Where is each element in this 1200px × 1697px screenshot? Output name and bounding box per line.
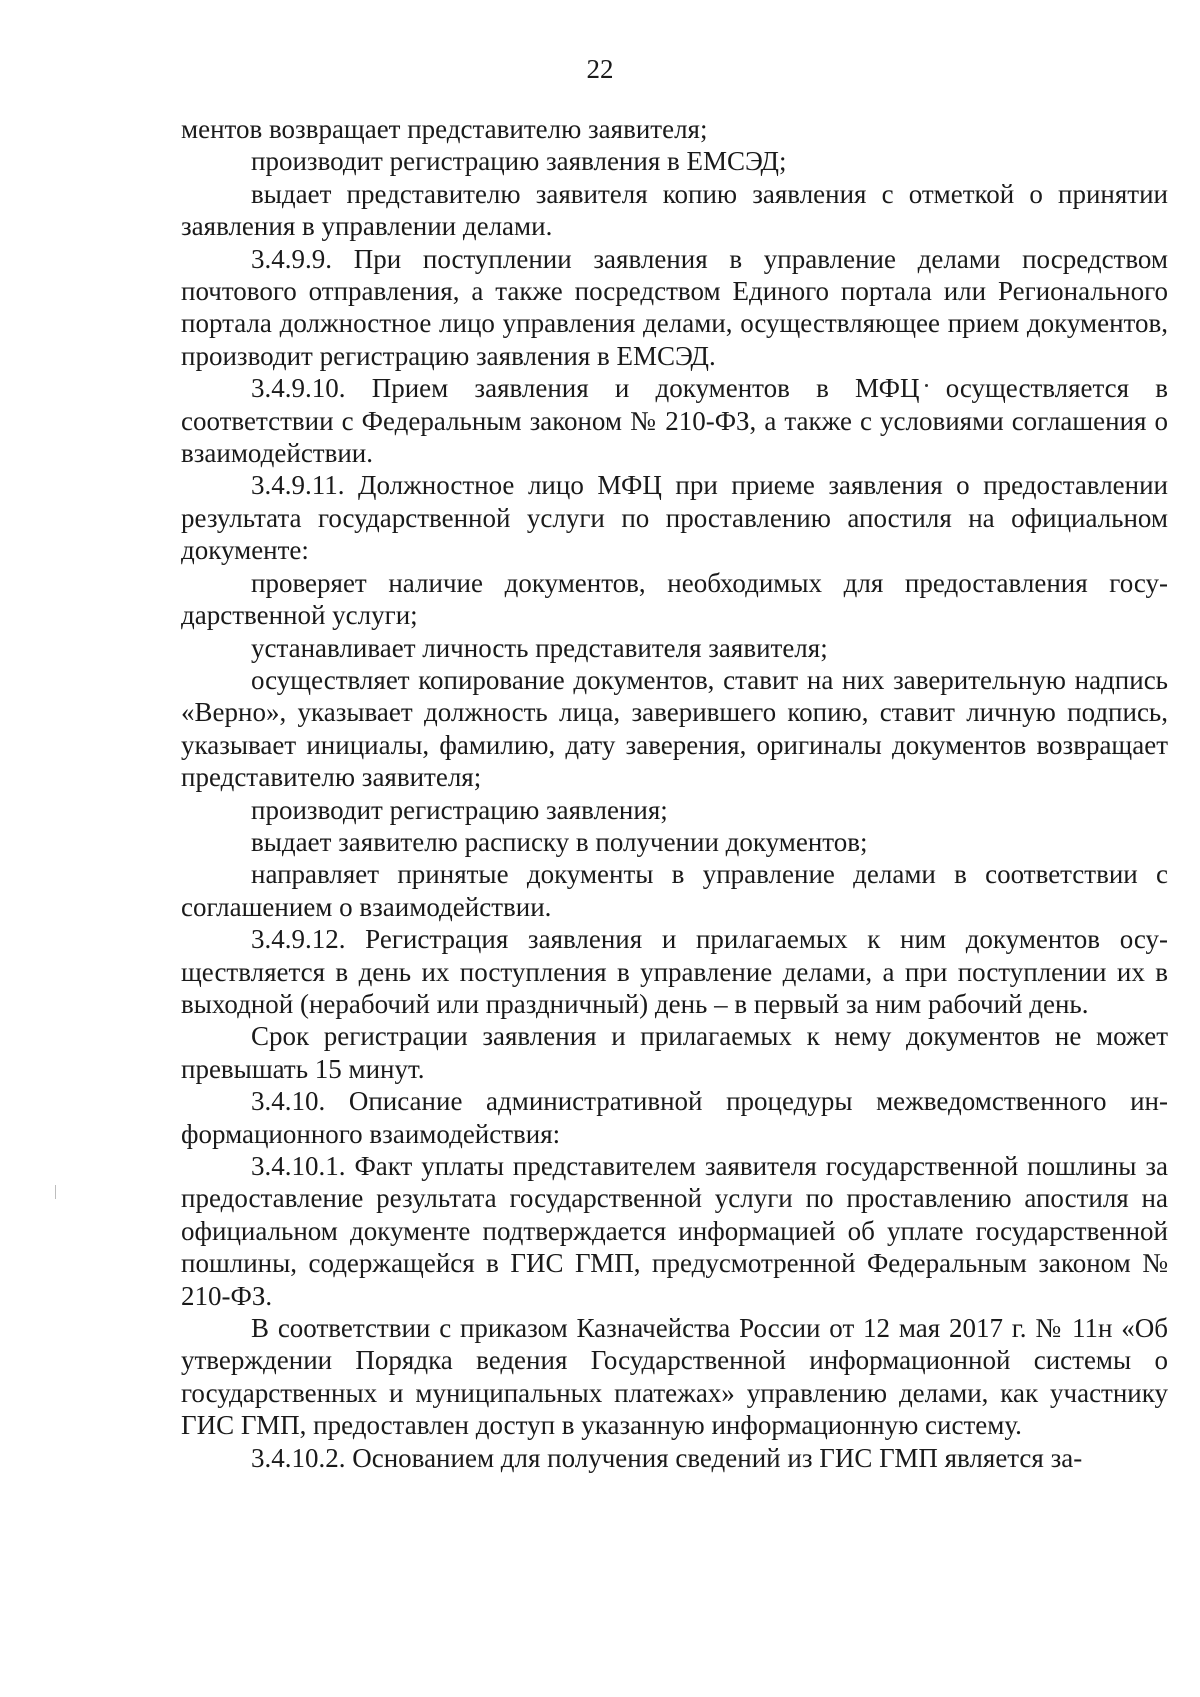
section-3-4-10-2: 3.4.10.2. Основанием для получения сведений из ГИС ГМП является за- <box>251 1442 1083 1473</box>
paragraph: Срок регистрации заявления и прилагаемых к нему документов не может превышать 15 минут. <box>181 1021 1168 1084</box>
section-3-4-9-11: 3.4.9.11. Должностное лицо МФЦ при приеме заявления о предоставлении результата государственной услуги по проставлению апостиля на официальном документе: <box>181 470 1168 566</box>
scan-margin-mark <box>55 1185 56 1199</box>
paragraph: ментов возвращает представителю заявителя; <box>181 114 708 144</box>
section-3-4-9-10: 3.4.9.10. Прием заявления и документов в МФЦ осуществляется в соответствии с Федеральным законом № 210-ФЗ, а также с условиями соглашения о взаимодействии. <box>181 373 1168 469</box>
paragraph: осуществляет копирование документов, ставит на них заверительную надпись «Верно», указывает должность лица, заверившего копию, ставит личную подпись, указывает инициалы, фамилию, дату заверения, оригиналы документов возвращает представителю заявителя; <box>181 664 1168 793</box>
paragraph: выдает заявителю расписку в получении документов; <box>251 826 868 857</box>
section-3-4-10: 3.4.10. Описание административной процедуры межведомственного информационного взаимодействия: <box>181 1086 1168 1149</box>
page-number: 22 <box>586 54 614 84</box>
section-3-4-9-12: 3.4.9.12. Регистрация заявления и прилагаемых к ним документов осуществляется в день их поступления в управление делами, а при поступлении их в выходной (нерабочий или праздничный) день – в первый за ним рабочий день. <box>181 924 1168 1019</box>
paragraph: устанавливает личность представителя заявителя; <box>251 632 828 663</box>
paragraph: производит регистрацию заявления в ЕМСЭД; <box>251 146 787 177</box>
paragraph: выдает представителю заявителя копию заявления с отметкой о принятии заявления в управлении делами. <box>181 178 1168 242</box>
section-3-4-10-1: 3.4.10.1. Факт уплаты представителем заявителя государственной пошлины за предоставление результата государственной услуги по проставлению апостиля на официальном документе подтверждается информацией об уплате государственной пошлины, содержащейся в ГИС ГМП, предусмотренной Федеральным законом № 210-ФЗ. <box>181 1151 1168 1311</box>
document-body <box>181 113 1168 1474</box>
paragraph: направляет принятые документы в управление делами в соответствии с соглашением о взаимодействии. <box>181 859 1168 922</box>
section-3-4-9-9: 3.4.9.9. При поступлении заявления в управление делами посредством почтового отправления, а также посредством Единого портала или Регионального портала должностное лицо управления делами, осуществляющее прием документов, производит регистрацию заявления в ЕМСЭД. <box>181 243 1168 371</box>
paragraph: производит регистрацию заявления; <box>251 794 668 825</box>
paragraph: В соответствии с приказом Казначейства России от 12 мая 2017 г. № 11н «Об утверждении Порядка ведения Государственной информационной системы о государственных и муниципальных платежах» управлению делами, как участнику ГИС ГМП, предоставлен доступ в указанную информационную систему. <box>181 1313 1168 1441</box>
paragraph: проверяет наличие документов, необходимых для предоставления государственной услуги; <box>181 567 1168 631</box>
